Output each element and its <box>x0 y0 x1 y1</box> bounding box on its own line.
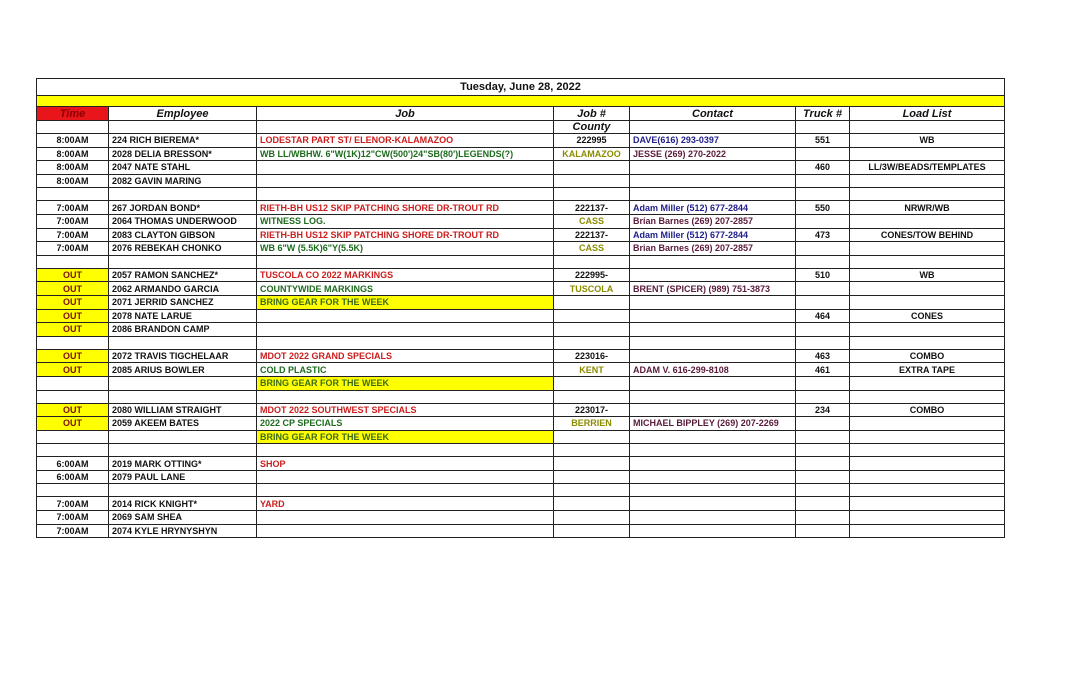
job-number-cell <box>554 323 630 337</box>
load-list-cell: LL/3W/BEADS/TEMPLATES <box>850 161 1005 175</box>
contact-cell <box>630 309 796 323</box>
job-cell <box>257 174 554 188</box>
load-list-cell <box>850 282 1005 296</box>
load-list-cell <box>850 323 1005 337</box>
time-cell <box>37 430 109 444</box>
schedule-table <box>36 78 1005 538</box>
table-row <box>37 174 1005 188</box>
spacer-row <box>37 188 1005 201</box>
employee-cell: 2028 DELIA BRESSON* <box>109 147 257 161</box>
job-cell <box>257 336 554 349</box>
employee-cell: 2071 JERRID SANCHEZ <box>109 295 257 309</box>
table-row <box>37 147 1005 161</box>
truck-cell: 464 <box>796 309 850 323</box>
contact-cell <box>630 255 796 268</box>
load-list-cell <box>850 214 1005 228</box>
header-time: Time <box>37 107 109 121</box>
table-row <box>37 323 1005 337</box>
contact-cell <box>630 323 796 337</box>
employee-cell: 2074 KYLE HRYNYSHYN <box>109 524 257 538</box>
header-employee: Employee <box>109 107 257 121</box>
time-cell: OUT <box>37 295 109 309</box>
truck-cell <box>796 457 850 471</box>
table-row <box>37 524 1005 538</box>
job-number-cell: 223017- <box>554 403 630 417</box>
header-job: Job <box>257 107 554 121</box>
employee-cell: 2086 BRANDON CAMP <box>109 323 257 337</box>
page-title: Tuesday, June 28, 2022 <box>37 79 1005 96</box>
load-list-cell <box>850 417 1005 431</box>
time-cell: 7:00AM <box>37 511 109 525</box>
job-cell <box>257 323 554 337</box>
truck-cell: 234 <box>796 403 850 417</box>
employee-cell: 224 RICH BIEREMA* <box>109 134 257 148</box>
contact-cell: DAVE(616) 293-0397 <box>630 134 796 148</box>
time-cell: OUT <box>37 268 109 282</box>
contact-cell: Brian Barnes (269) 207-2857 <box>630 242 796 256</box>
job-number-cell <box>554 255 630 268</box>
job-cell: MDOT 2022 GRAND SPECIALS <box>257 349 554 363</box>
contact-cell <box>630 511 796 525</box>
job-cell <box>257 484 554 497</box>
load-list-cell: NRWR/WB <box>850 201 1005 215</box>
job-number-cell <box>554 470 630 484</box>
employee-cell: 2082 GAVIN MARING <box>109 174 257 188</box>
job-number-cell <box>554 457 630 471</box>
table-row <box>37 363 1005 377</box>
employee-cell: 2078 NATE LARUE <box>109 309 257 323</box>
time-cell <box>37 188 109 201</box>
job-number-cell <box>554 336 630 349</box>
spacer-row <box>37 390 1005 403</box>
load-list-cell <box>850 511 1005 525</box>
table-row <box>37 242 1005 256</box>
employee-cell <box>109 430 257 444</box>
job-cell <box>257 188 554 201</box>
job-cell: RIETH-BH US12 SKIP PATCHING SHORE DR-TROUT RD <box>257 201 554 215</box>
time-cell <box>37 336 109 349</box>
spacer-row <box>37 376 1005 390</box>
job-number-cell: 222995 <box>554 134 630 148</box>
truck-cell <box>796 524 850 538</box>
truck-cell: 473 <box>796 228 850 242</box>
spacer-row <box>37 430 1005 444</box>
time-cell: 7:00AM <box>37 497 109 511</box>
contact-cell <box>630 268 796 282</box>
job-number-cell <box>554 484 630 497</box>
job-cell <box>257 161 554 175</box>
employee-cell: 2059 AKEEM BATES <box>109 417 257 431</box>
job-number-cell <box>554 376 630 390</box>
spacer-row <box>37 484 1005 497</box>
spacer-row <box>37 336 1005 349</box>
truck-cell <box>796 188 850 201</box>
truck-cell <box>796 255 850 268</box>
time-cell: OUT <box>37 349 109 363</box>
load-list-cell <box>850 242 1005 256</box>
job-cell <box>257 309 554 323</box>
time-cell: OUT <box>37 403 109 417</box>
time-cell: OUT <box>37 417 109 431</box>
job-cell: BRING GEAR FOR THE WEEK <box>257 376 554 390</box>
truck-cell: 461 <box>796 363 850 377</box>
job-cell: BRING GEAR FOR THE WEEK <box>257 430 554 444</box>
time-cell: 7:00AM <box>37 242 109 256</box>
load-list-cell <box>850 457 1005 471</box>
job-number-cell: KALAMAZOO <box>554 147 630 161</box>
job-number-cell: TUSCOLA <box>554 282 630 296</box>
job-cell: WB LL/WBHW. 6"W(1K)12"CW(500')24"SB(80')LEGENDS(?) <box>257 147 554 161</box>
table-row <box>37 309 1005 323</box>
header-truck: Truck # <box>796 107 850 121</box>
load-list-cell <box>850 430 1005 444</box>
load-list-cell <box>850 470 1005 484</box>
load-list-cell: CONES/TOW BEHIND <box>850 228 1005 242</box>
job-cell: 2022 CP SPECIALS <box>257 417 554 431</box>
truck-cell: 510 <box>796 268 850 282</box>
truck-cell: 463 <box>796 349 850 363</box>
contact-cell <box>630 376 796 390</box>
spacer-row <box>37 444 1005 457</box>
truck-cell <box>796 511 850 525</box>
employee-cell: 2062 ARMANDO GARCIA <box>109 282 257 296</box>
contact-cell <box>630 174 796 188</box>
header-county: County <box>554 121 630 134</box>
truck-cell <box>796 295 850 309</box>
truck-cell <box>796 484 850 497</box>
job-cell: MDOT 2022 SOUTHWEST SPECIALS <box>257 403 554 417</box>
contact-cell <box>630 336 796 349</box>
job-number-cell <box>554 309 630 323</box>
time-cell <box>37 255 109 268</box>
time-cell: 7:00AM <box>37 228 109 242</box>
table-row <box>37 268 1005 282</box>
contact-cell <box>630 161 796 175</box>
truck-cell <box>796 470 850 484</box>
time-cell <box>37 484 109 497</box>
table-row <box>37 228 1005 242</box>
header-row <box>37 107 1005 121</box>
employee-cell: 2064 THOMAS UNDERWOOD <box>109 214 257 228</box>
table-row <box>37 295 1005 309</box>
time-cell <box>37 444 109 457</box>
table-row <box>37 497 1005 511</box>
job-cell: RIETH-BH US12 SKIP PATCHING SHORE DR-TROUT RD <box>257 228 554 242</box>
truck-cell <box>796 444 850 457</box>
time-cell: 8:00AM <box>37 174 109 188</box>
contact-cell: MICHAEL BIPPLEY (269) 207-2269 <box>630 417 796 431</box>
job-number-cell: KENT <box>554 363 630 377</box>
job-cell: TUSCOLA CO 2022 MARKINGS <box>257 268 554 282</box>
contact-cell <box>630 470 796 484</box>
job-number-cell: 222137- <box>554 201 630 215</box>
truck-cell <box>796 147 850 161</box>
job-cell <box>257 524 554 538</box>
time-cell: OUT <box>37 323 109 337</box>
contact-cell <box>630 295 796 309</box>
time-cell <box>37 390 109 403</box>
truck-cell <box>796 390 850 403</box>
truck-cell: 460 <box>796 161 850 175</box>
job-number-cell: BERRIEN <box>554 417 630 431</box>
truck-cell <box>796 323 850 337</box>
job-number-cell <box>554 430 630 444</box>
time-cell: 6:00AM <box>37 470 109 484</box>
job-cell <box>257 511 554 525</box>
job-number-cell <box>554 174 630 188</box>
load-list-cell <box>850 376 1005 390</box>
employee-cell: 2069 SAM SHEA <box>109 511 257 525</box>
truck-cell <box>796 242 850 256</box>
contact-cell <box>630 403 796 417</box>
contact-cell <box>630 484 796 497</box>
job-cell: YARD <box>257 497 554 511</box>
time-cell: OUT <box>37 363 109 377</box>
table-row <box>37 417 1005 431</box>
job-number-cell: CASS <box>554 214 630 228</box>
load-list-cell <box>850 147 1005 161</box>
employee-cell <box>109 390 257 403</box>
job-number-cell <box>554 161 630 175</box>
employee-cell: 2072 TRAVIS TIGCHELAAR <box>109 349 257 363</box>
employee-cell: 2076 REBEKAH CHONKO <box>109 242 257 256</box>
contact-cell <box>630 457 796 471</box>
job-number-cell <box>554 444 630 457</box>
yellow-divider <box>37 96 1005 107</box>
time-cell: 7:00AM <box>37 201 109 215</box>
truck-cell <box>796 376 850 390</box>
title-row <box>37 79 1005 96</box>
time-cell: OUT <box>37 282 109 296</box>
job-cell: COUNTYWIDE MARKINGS <box>257 282 554 296</box>
job-cell <box>257 390 554 403</box>
truck-cell <box>796 497 850 511</box>
job-number-cell <box>554 295 630 309</box>
job-number-cell: 222995- <box>554 268 630 282</box>
time-cell <box>37 376 109 390</box>
contact-cell: Adam Miller (512) 677-2844 <box>630 201 796 215</box>
contact-cell <box>630 349 796 363</box>
job-number-cell: 222137- <box>554 228 630 242</box>
job-cell <box>257 444 554 457</box>
contact-cell <box>630 188 796 201</box>
load-list-cell <box>850 336 1005 349</box>
contact-cell <box>630 497 796 511</box>
contact-cell: Brian Barnes (269) 207-2857 <box>630 214 796 228</box>
truck-cell <box>796 417 850 431</box>
load-list-cell <box>850 484 1005 497</box>
contact-cell <box>630 524 796 538</box>
employee-cell <box>109 444 257 457</box>
truck-cell <box>796 282 850 296</box>
load-list-cell <box>850 295 1005 309</box>
employee-cell <box>109 336 257 349</box>
spacer-row <box>37 255 1005 268</box>
job-number-cell: CASS <box>554 242 630 256</box>
employee-cell <box>109 188 257 201</box>
time-cell: OUT <box>37 309 109 323</box>
job-cell: COLD PLASTIC <box>257 363 554 377</box>
load-list-cell: WB <box>850 134 1005 148</box>
employee-cell: 267 JORDAN BOND* <box>109 201 257 215</box>
job-cell <box>257 470 554 484</box>
contact-cell: ADAM V. 616-299-8108 <box>630 363 796 377</box>
table-row <box>37 470 1005 484</box>
job-number-cell <box>554 524 630 538</box>
schedule-sheet <box>36 78 1004 538</box>
contact-cell <box>630 444 796 457</box>
load-list-cell: COMBO <box>850 403 1005 417</box>
table-row <box>37 134 1005 148</box>
job-cell: WB 6"W (5.5K)6"Y(5.5K) <box>257 242 554 256</box>
table-row <box>37 403 1005 417</box>
load-list-cell: EXTRA TAPE <box>850 363 1005 377</box>
truck-cell <box>796 174 850 188</box>
job-number-cell <box>554 511 630 525</box>
employee-cell <box>109 255 257 268</box>
load-list-cell <box>850 524 1005 538</box>
truck-cell: 550 <box>796 201 850 215</box>
time-cell: 8:00AM <box>37 134 109 148</box>
load-list-cell: COMBO <box>850 349 1005 363</box>
job-cell: BRING GEAR FOR THE WEEK <box>257 295 554 309</box>
employee-cell: 2019 MARK OTTING* <box>109 457 257 471</box>
employee-cell: 2083 CLAYTON GIBSON <box>109 228 257 242</box>
time-cell: 7:00AM <box>37 524 109 538</box>
subheader-row <box>37 121 1005 134</box>
time-cell: 8:00AM <box>37 147 109 161</box>
truck-cell <box>796 336 850 349</box>
load-list-cell <box>850 497 1005 511</box>
load-list-cell <box>850 174 1005 188</box>
table-row <box>37 201 1005 215</box>
job-number-cell <box>554 390 630 403</box>
truck-cell <box>796 214 850 228</box>
header-job-number: Job # <box>554 107 630 121</box>
load-list-cell <box>850 444 1005 457</box>
contact-cell <box>630 430 796 444</box>
table-row <box>37 349 1005 363</box>
truck-cell: 551 <box>796 134 850 148</box>
job-cell: SHOP <box>257 457 554 471</box>
employee-cell: 2047 NATE STAHL <box>109 161 257 175</box>
time-cell: 6:00AM <box>37 457 109 471</box>
header-contact: Contact <box>630 107 796 121</box>
truck-cell <box>796 430 850 444</box>
table-row <box>37 161 1005 175</box>
table-row <box>37 457 1005 471</box>
employee-cell: 2085 ARIUS BOWLER <box>109 363 257 377</box>
load-list-cell <box>850 188 1005 201</box>
job-number-cell <box>554 188 630 201</box>
table-row <box>37 511 1005 525</box>
load-list-cell: WB <box>850 268 1005 282</box>
contact-cell: BRENT (SPICER) (989) 751-3873 <box>630 282 796 296</box>
employee-cell: 2057 RAMON SANCHEZ* <box>109 268 257 282</box>
contact-cell: Adam Miller (512) 677-2844 <box>630 228 796 242</box>
job-cell: LODESTAR PART ST/ ELENOR-KALAMAZOO <box>257 134 554 148</box>
table-row <box>37 282 1005 296</box>
contact-cell <box>630 390 796 403</box>
employee-cell: 2014 RICK KNIGHT* <box>109 497 257 511</box>
job-number-cell: 223016- <box>554 349 630 363</box>
employee-cell <box>109 376 257 390</box>
employee-cell <box>109 484 257 497</box>
load-list-cell <box>850 390 1005 403</box>
header-load-list: Load List <box>850 107 1005 121</box>
contact-cell: JESSE (269) 270-2022 <box>630 147 796 161</box>
employee-cell: 2079 PAUL LANE <box>109 470 257 484</box>
table-row <box>37 214 1005 228</box>
job-cell: WITNESS LOG. <box>257 214 554 228</box>
load-list-cell: CONES <box>850 309 1005 323</box>
time-cell: 8:00AM <box>37 161 109 175</box>
time-cell: 7:00AM <box>37 214 109 228</box>
job-cell <box>257 255 554 268</box>
load-list-cell <box>850 255 1005 268</box>
employee-cell: 2080 WILLIAM STRAIGHT <box>109 403 257 417</box>
job-number-cell <box>554 497 630 511</box>
